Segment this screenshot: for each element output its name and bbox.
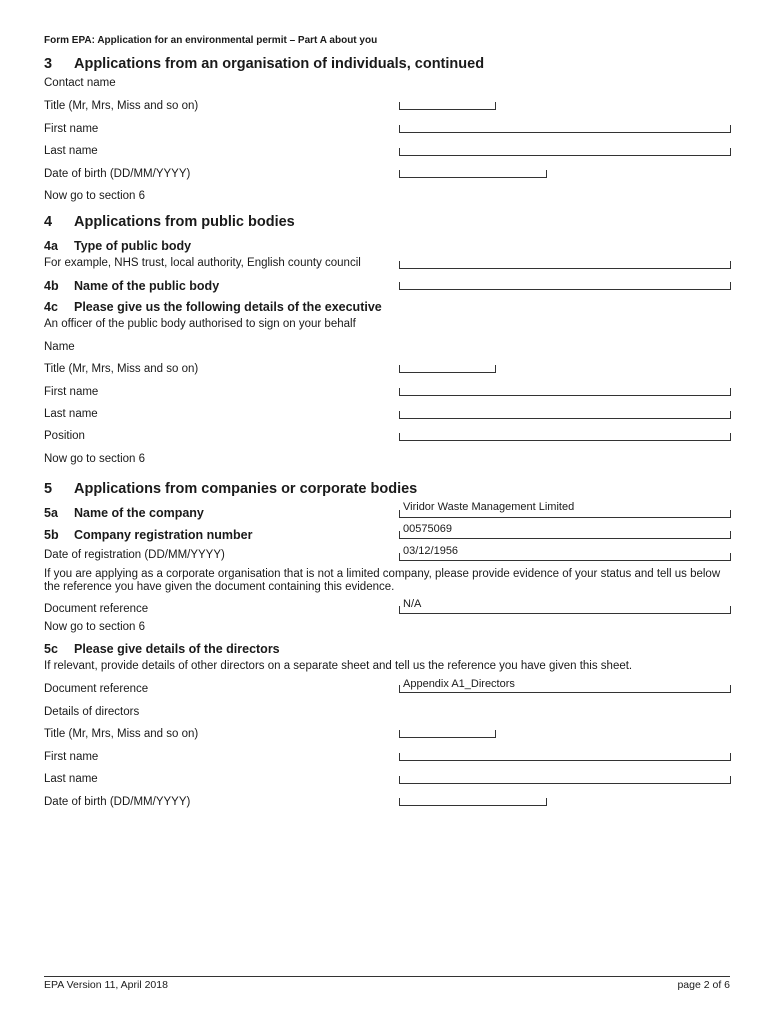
s3-title-label: Title (Mr, Mrs, Miss and so on) (44, 100, 199, 112)
s4a-help: For example, NHS trust, local authority, English county council (44, 257, 361, 269)
s4c-last-name-label: Last name (44, 408, 98, 420)
registration-date-label: Date of registration (DD/MM/YYYY) (44, 549, 225, 561)
s4c-name-label: Name (44, 341, 75, 353)
s5c-last-name-label: Last name (44, 773, 98, 785)
registration-date-value: 03/12/1956 (403, 545, 459, 557)
s3-dob-label: Date of birth (DD/MM/YYYY) (44, 168, 191, 180)
s4c-first-name-label: First name (44, 386, 99, 398)
doc-ref-label: Document reference (44, 603, 149, 615)
s5c-dob-label: Date of birth (DD/MM/YYYY) (44, 796, 191, 808)
s5c-help: If relevant, provide details of other directors on a separate sheet and tell us the reference you have given this sheet. (44, 660, 633, 672)
s5c-first-name-label: First name (44, 751, 99, 763)
section-3-heading: 3 Applications from an organisation of individuals, continued (44, 56, 485, 72)
section-4b-heading: 4b Name of the public body (44, 279, 220, 293)
doc-ref-value: N/A (403, 598, 422, 610)
s4c-first-name-field[interactable] (399, 388, 731, 396)
registration-number-value: 00575069 (403, 523, 452, 535)
s4c-position-label: Position (44, 430, 85, 442)
s3-first-name-label: First name (44, 123, 99, 135)
section-5c-heading: 5c Please give details of the directors (44, 642, 280, 656)
s5c-last-name-field[interactable] (399, 776, 731, 784)
footer-page-number: page 2 of 6 (677, 979, 730, 991)
s5c-doc-ref-label: Document reference (44, 683, 149, 695)
s3-first-name-field[interactable] (399, 125, 731, 133)
doc-ref-field[interactable] (399, 606, 731, 614)
s4-next-note: Now go to section 6 (44, 453, 146, 465)
directors-details-label: Details of directors (44, 706, 140, 718)
s5c-first-name-field[interactable] (399, 753, 731, 761)
s4c-title-label: Title (Mr, Mrs, Miss and so on) (44, 363, 199, 375)
section-4-heading: 4 Applications from public bodies (44, 214, 295, 230)
form-header: Form EPA: Application for an environmental permit – Part A about you (44, 35, 378, 46)
company-name-value: Viridor Waste Management Limited (403, 501, 575, 513)
evidence-instructions: If you are applying as a corporate organisation that is not a limited company, please provide evidence of your status and tell us below the reference you have given the document containing this evidence. (44, 568, 721, 593)
s4c-help: An officer of the public body authorised to sign on your behalf (44, 318, 356, 330)
s4c-title-field[interactable] (399, 365, 496, 373)
s5c-dob-field[interactable] (399, 798, 547, 806)
s3-last-name-label: Last name (44, 145, 98, 157)
s3-title-field[interactable] (399, 102, 496, 110)
section-5a-heading: 5a Name of the company (44, 506, 204, 520)
s5c-title-label: Title (Mr, Mrs, Miss and so on) (44, 728, 199, 740)
s5c-title-field[interactable] (399, 730, 496, 738)
footer-version: EPA Version 11, April 2018 (44, 979, 168, 991)
s4c-last-name-field[interactable] (399, 411, 731, 419)
section-4c-heading: 4c Please give us the following details of the executive (44, 300, 382, 314)
s3-last-name-field[interactable] (399, 148, 731, 156)
s4c-position-field[interactable] (399, 433, 731, 441)
contact-name-label: Contact name (44, 77, 116, 89)
footer-divider (44, 976, 730, 977)
section-5-heading: 5 Applications from companies or corporate bodies (44, 481, 418, 497)
s3-next-note: Now go to section 6 (44, 190, 146, 202)
s4a-type-field[interactable] (399, 261, 731, 269)
s3-dob-field[interactable] (399, 170, 547, 178)
s5c-doc-ref-value: Appendix A1_Directors (403, 678, 515, 690)
s5-next-note: Now go to section 6 (44, 621, 146, 633)
s4b-name-field[interactable] (399, 282, 731, 290)
section-5b-heading: 5b Company registration number (44, 528, 253, 542)
section-4a-heading: 4a Type of public body (44, 239, 192, 253)
